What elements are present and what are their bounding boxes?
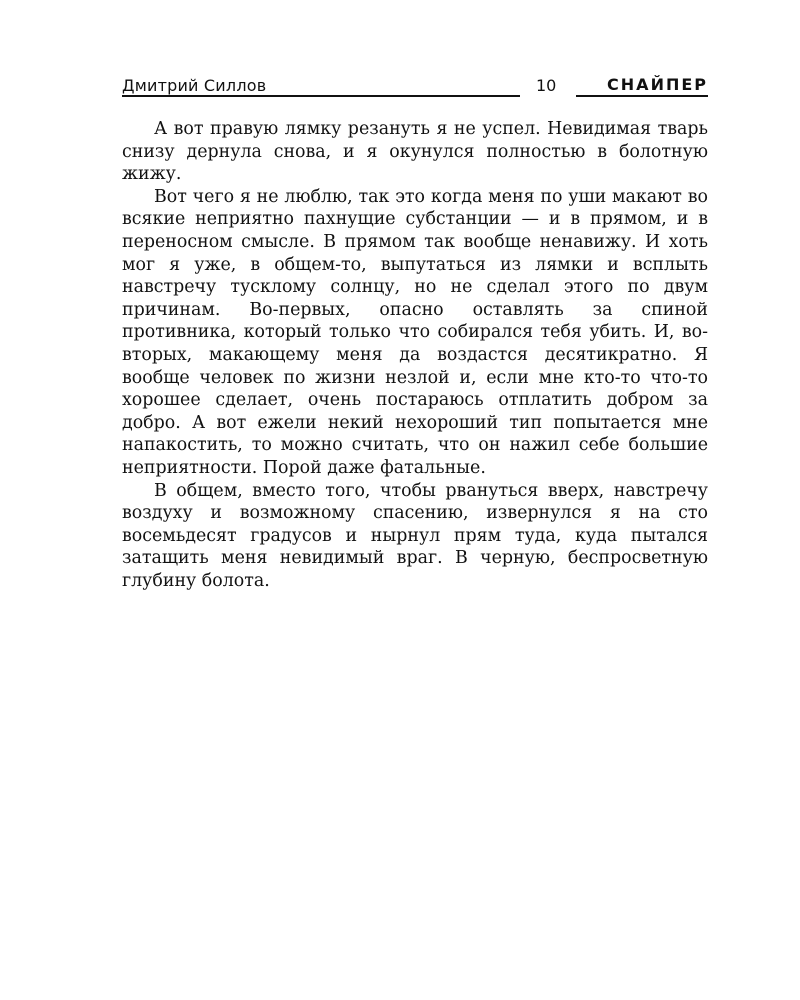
page-number: 10 [536,76,557,95]
author-name: Дмитрий Силлов [122,76,267,95]
paragraph: А вот правую лямку резануть я не успел. Невидимая тварь снизу дернула снова, и я окунулся полностью в болотную жижу. [122,119,708,185]
body-text [122,118,708,592]
paragraph: Вот чего я не люблю, так это когда меня по уши макают во всякие неприятно пахнущие субстанции — и в прямом, и в переносном смысле. В прямом так вообще ненавижу. И хоть мог я уже, в общем-то, выпутаться из лямки и всплыть навстречу тусклому солнцу, но не сделал этого по двум причинам. Во-первых, опасно оставлять за спиной противника, который только что собирался тебя убить. И, во-вторых, макающему меня да воздастся десятикратно. Я вообще человек по жизни незлой и, если мне кто-то что-то хорошее сделает, очень постараюсь отплатить добром за добро. А вот ежели некий нехороший тип попытается мне напакостить, то можно считать, что он нажил себе большие неприятности. Порой даже фатальные. [122,186,708,478]
header-rule-left [122,95,520,97]
paragraph: В общем, вместо того, чтобы рвануться вверх, навстречу воздуху и возможному спасению, извернулся я на сто восемьдесят градусов и нырнул прям туда, куда пытался затащить меня невидимый враг. В черную, беспросветную глубину болота. [122,480,708,591]
header-rule-right [576,95,708,97]
book-page [122,70,708,592]
series-title: СНАЙПЕР [607,75,708,94]
running-header [122,70,708,102]
